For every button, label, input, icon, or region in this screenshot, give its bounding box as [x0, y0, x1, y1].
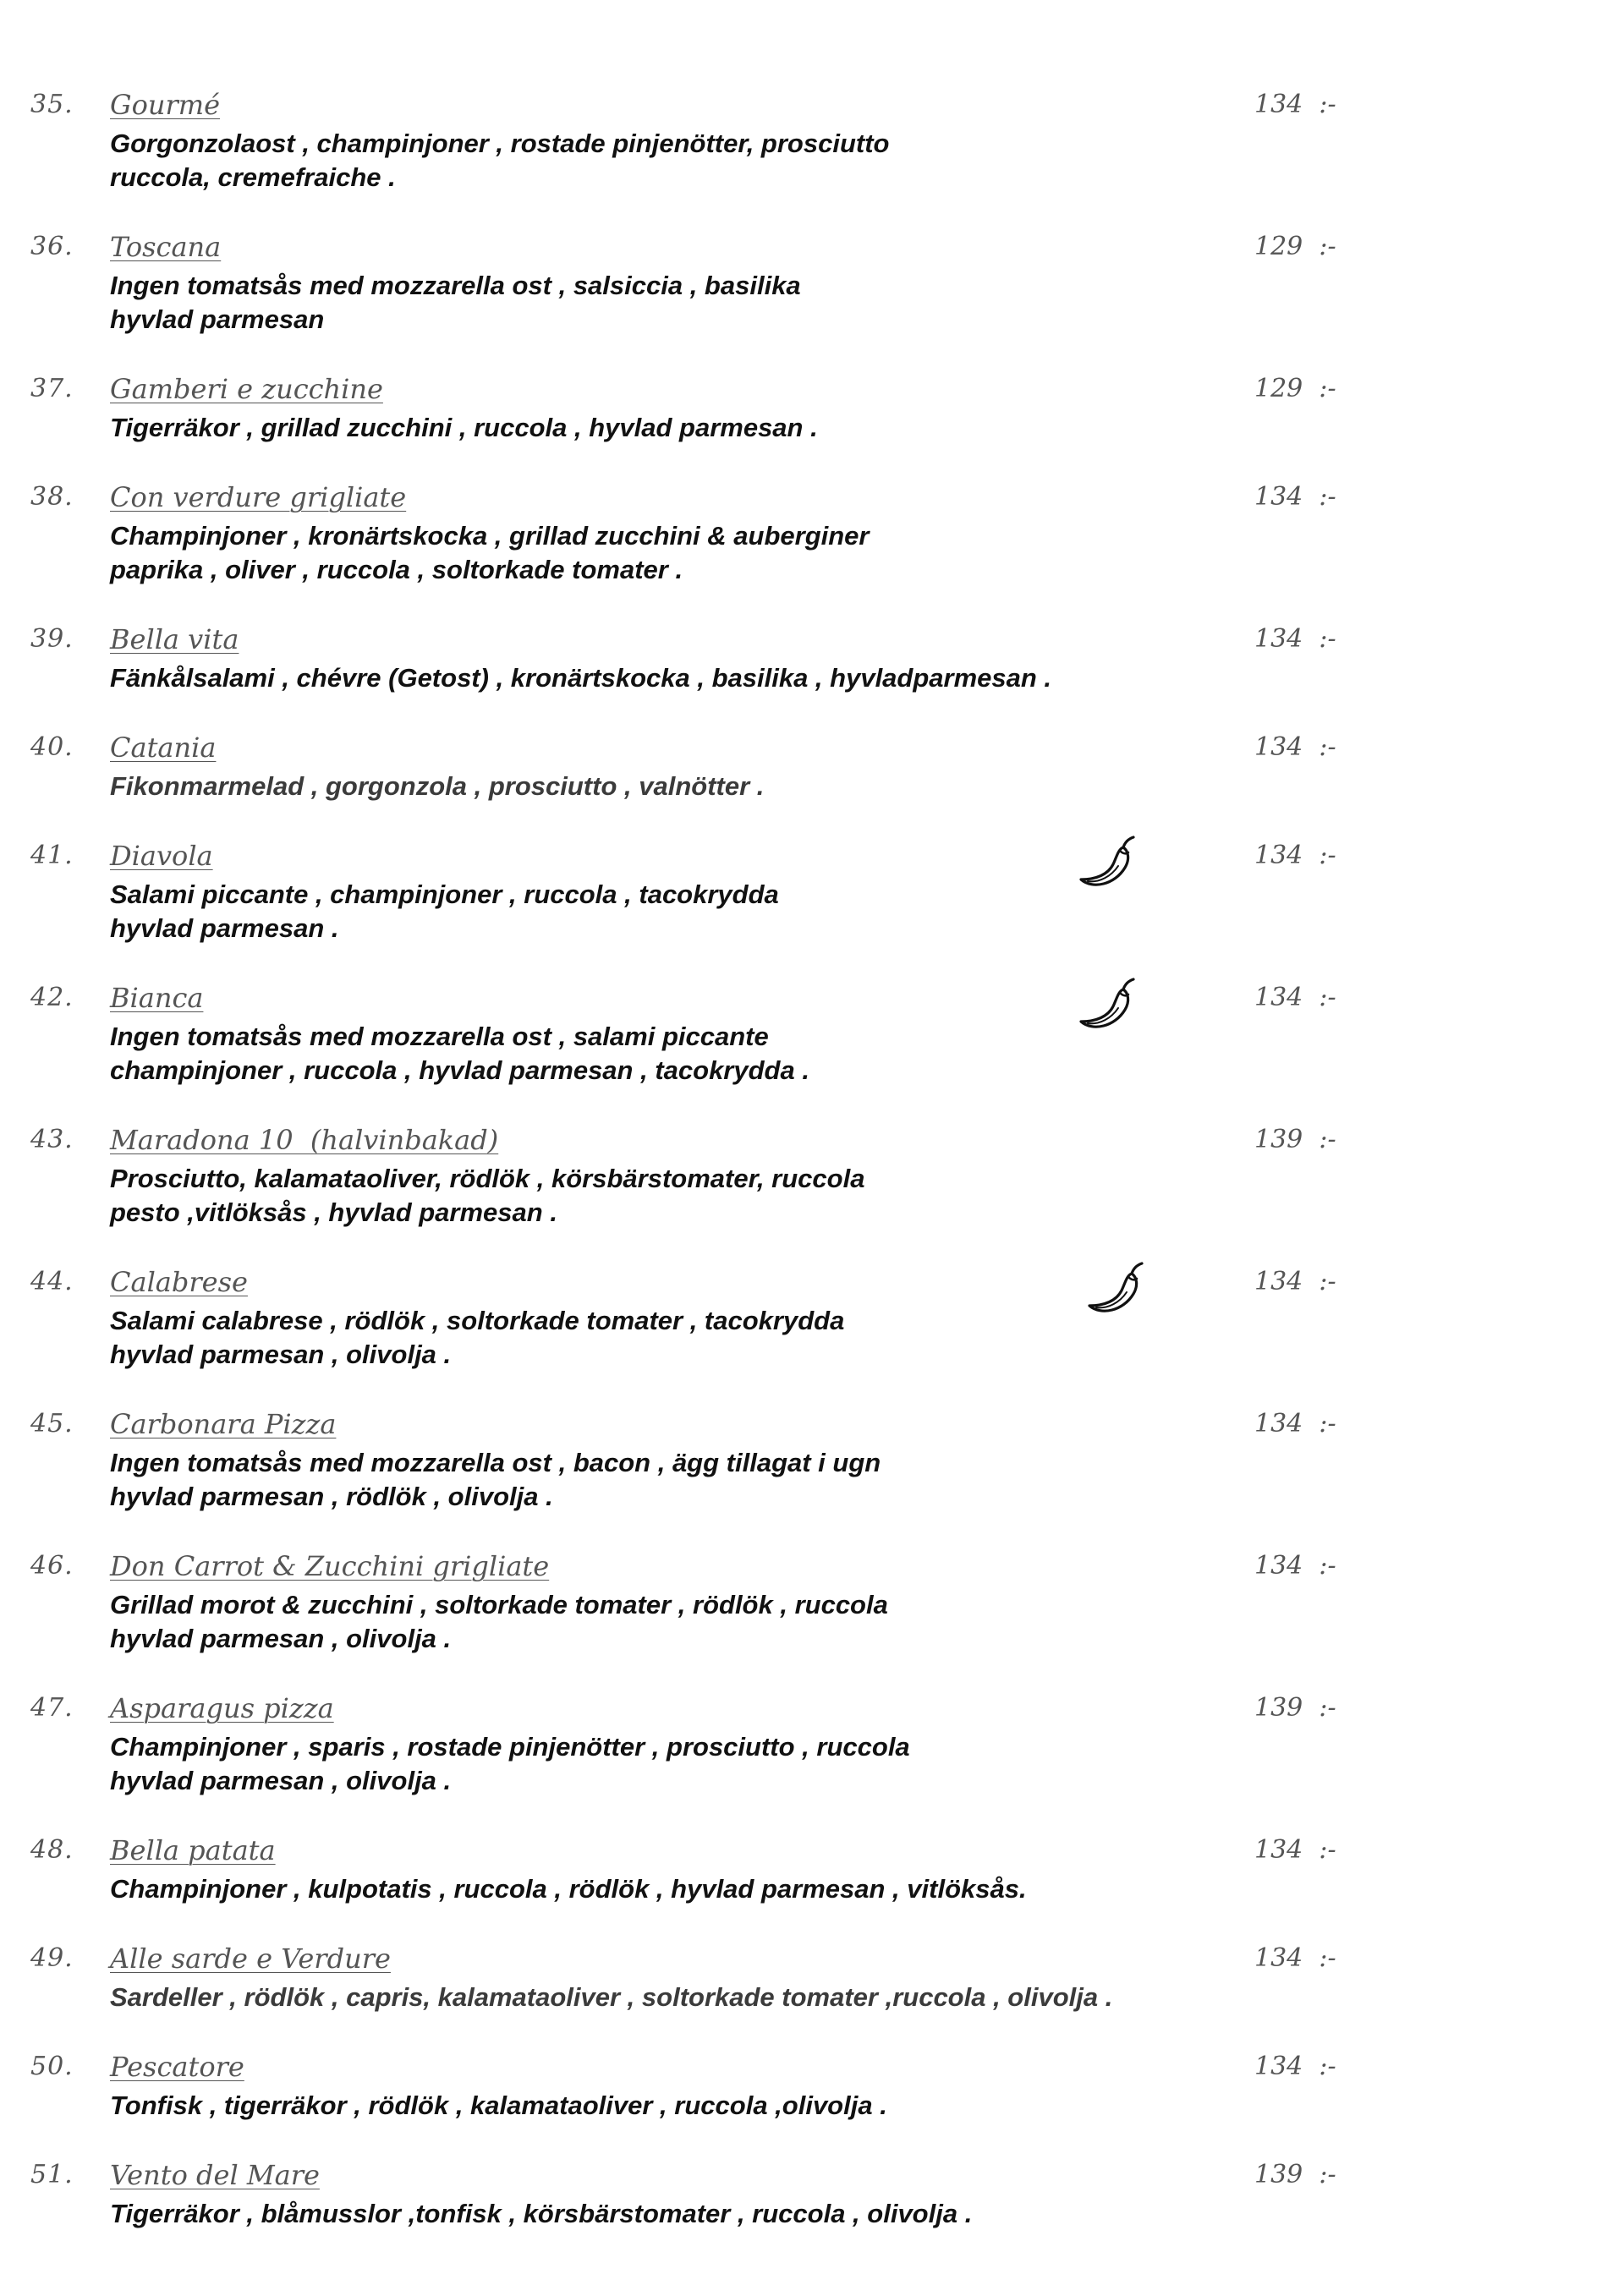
item-price: 134 :- — [1254, 732, 1336, 762]
item-name: Bella patata — [110, 1834, 276, 1866]
item-name: Vento del Mare — [110, 2159, 320, 2191]
item-price: 134 :- — [1254, 1835, 1336, 1865]
item-price: 134 :- — [1254, 1943, 1336, 1973]
item-description: Sardeller , rödlök , capris, kalamataoliver , soltorkade tomater ,ruccola , olivolja . — [110, 1982, 1113, 2012]
item-name: Maradona 10 (halvinbakad) — [110, 1124, 499, 1156]
item-description: Ingen tomatsås med mozzarella ost , salami piccante champinjoner , ruccola , hyvlad parmesan , tacokrydda . — [110, 1022, 809, 1085]
item-name: Diavola — [110, 840, 213, 872]
item-price: 134 :- — [1254, 1267, 1336, 1296]
item-description: Gorgonzolaost , champinjoner , rostade pinjenötter, prosciutto ruccola, cremefraiche . — [110, 129, 890, 192]
item-price: 134 :- — [1254, 1409, 1336, 1438]
item-number: 40. — [30, 732, 74, 762]
item-number: 50. — [30, 2052, 74, 2081]
item-name: Toscana — [110, 231, 222, 263]
item-description: Champinjoner , kulpotatis , ruccola , rödlök , hyvlad parmesan , vitlöksås. — [110, 1874, 1027, 1904]
chili-pepper-icon — [1074, 978, 1142, 1038]
chili-pepper-icon — [1074, 836, 1142, 896]
item-price: 134 :- — [1254, 1551, 1336, 1581]
item-price: 139 :- — [1254, 1693, 1336, 1723]
item-number: 46. — [30, 1551, 74, 1581]
item-price: 129 :- — [1254, 232, 1336, 261]
item-name: Gourmé — [110, 89, 221, 121]
item-number: 44. — [30, 1267, 74, 1296]
item-price: 134 :- — [1254, 983, 1336, 1012]
item-price: 134 :- — [1254, 2052, 1336, 2081]
item-description: Fänkålsalami , chévre (Getost) , kronärtskocka , basilika , hyvladparmesan . — [110, 663, 1052, 693]
item-number: 45. — [30, 1409, 74, 1438]
item-number: 48. — [30, 1835, 74, 1865]
item-name: Don Carrot & Zucchini grigliate — [110, 1550, 550, 1582]
chili-pepper-icon — [1083, 1262, 1150, 1323]
item-number: 41. — [30, 841, 74, 870]
item-description: Tonfisk , tigerräkor , rödlök , kalamataoliver , ruccola ,olivolja . — [110, 2091, 887, 2120]
item-price: 139 :- — [1254, 2160, 1336, 2189]
item-description: Tigerräkor , grillad zucchini , ruccola , hyvlad parmesan . — [110, 413, 818, 442]
item-description: Ingen tomatsås med mozzarella ost , salsiccia , basilika hyvlad parmesan — [110, 271, 801, 334]
item-name: Catania — [110, 732, 217, 764]
item-name: Alle sarde e Verdure — [110, 1943, 391, 1975]
item-name: Calabrese — [110, 1266, 248, 1298]
item-description: Grillad morot & zucchini , soltorkade tomater , rödlök , ruccola hyvlad parmesan , olivolja . — [110, 1590, 888, 1653]
item-description: Tigerräkor , blåmusslor ,tonfisk , körsbärstomater , ruccola , olivolja . — [110, 2199, 973, 2228]
item-description: Salami calabrese , rödlök , soltorkade tomater , tacokrydda hyvlad parmesan , olivolja . — [110, 1306, 845, 1369]
item-number: 38. — [30, 482, 74, 512]
item-price: 134 :- — [1254, 841, 1336, 870]
item-description: Fikonmarmelad , gorgonzola , prosciutto , valnötter . — [110, 771, 765, 801]
item-number: 35. — [30, 90, 74, 119]
item-price: 134 :- — [1254, 624, 1336, 654]
item-name: Con verdure grigliate — [110, 481, 407, 513]
item-price: 134 :- — [1254, 90, 1336, 119]
item-description: Champinjoner , sparis , rostade pinjenötter , prosciutto , ruccola hyvlad parmesan , olivolja . — [110, 1732, 910, 1795]
item-number: 42. — [30, 983, 74, 1012]
item-number: 39. — [30, 624, 74, 654]
item-description: Champinjoner , kronärtskocka , grillad zucchini & auberginer paprika , oliver , ruccola , soltorkade tomater . — [110, 521, 870, 584]
item-name: Bianca — [110, 982, 204, 1014]
item-name: Pescatore — [110, 2051, 244, 2083]
item-number: 43. — [30, 1125, 74, 1154]
item-name: Gamberi e zucchine — [110, 373, 383, 405]
item-number: 36. — [30, 232, 74, 261]
item-name: Asparagus pizza — [110, 1692, 334, 1724]
item-number: 47. — [30, 1693, 74, 1723]
item-description: Prosciutto, kalamataoliver, rödlök , körsbärstomater, ruccola pesto ,vitlöksås , hyvlad parmesan . — [110, 1164, 865, 1227]
item-price: 134 :- — [1254, 482, 1336, 512]
item-price: 129 :- — [1254, 374, 1336, 403]
item-price: 139 :- — [1254, 1125, 1336, 1154]
item-number: 49. — [30, 1943, 74, 1973]
item-name: Bella vita — [110, 623, 239, 655]
item-description: Ingen tomatsås med mozzarella ost , bacon , ägg tillagat i ugn hyvlad parmesan , rödlök , olivolja . — [110, 1448, 881, 1511]
item-number: 51. — [30, 2160, 74, 2189]
item-name: Carbonara Pizza — [110, 1408, 337, 1440]
item-description: Salami piccante , champinjoner , ruccola , tacokrydda hyvlad parmesan . — [110, 879, 779, 943]
item-number: 37. — [30, 374, 74, 403]
